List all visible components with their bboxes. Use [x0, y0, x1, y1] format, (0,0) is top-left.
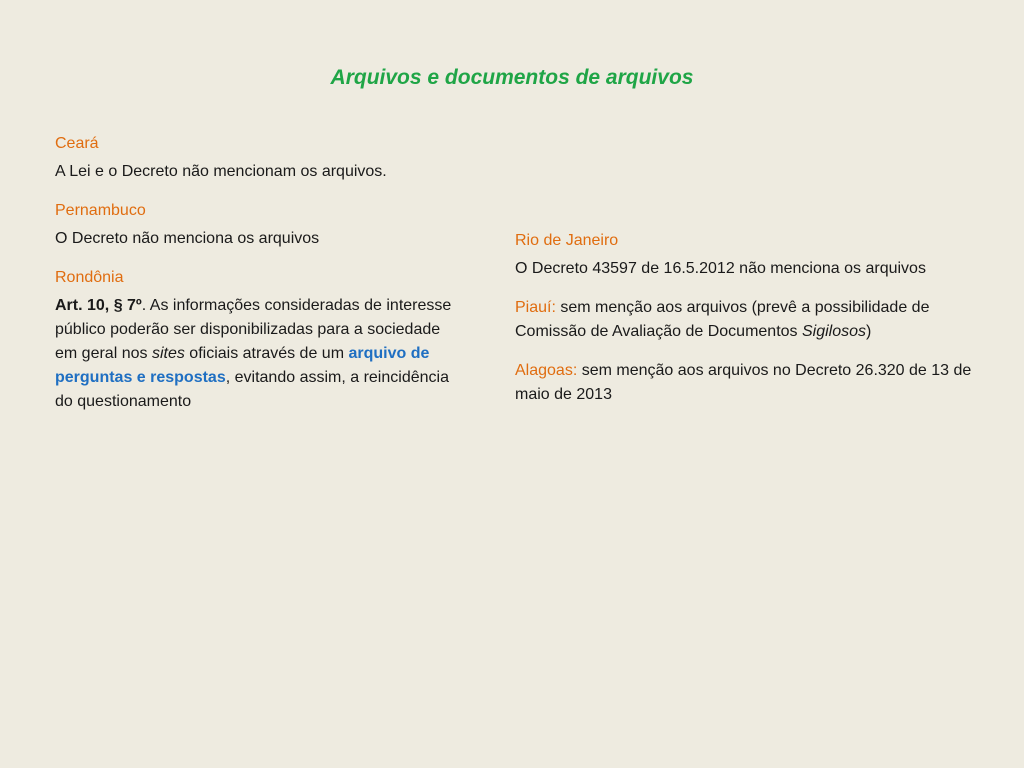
text-piaui [515, 296, 995, 344]
piaui-text-part-2: ) [866, 323, 872, 340]
heading-pernambuco: Pernambuco [55, 202, 146, 219]
slide-title: Arquivos e documentos de arquivos [330, 66, 694, 89]
alagoas-text: sem menção aos arquivos no Decreto 26.320 de 13 de maio de 2013 [515, 362, 972, 403]
section-ceara [55, 132, 455, 184]
piaui-text-part-1: sem menção aos arquivos (prevê a possibilidade de Comissão de Avaliação de Documentos [515, 299, 930, 340]
label-piaui: Piauí: [515, 299, 556, 316]
rondonia-text-part-1: . As informações consideradas de interesse público poderão ser disponibilizadas para a sociedade em geral nos [55, 297, 452, 362]
section-alagoas [515, 359, 995, 407]
text-pernambuco: O Decreto não menciona os arquivos [55, 230, 320, 247]
section-piaui [515, 296, 995, 344]
text-alagoas [515, 359, 995, 407]
left-column [55, 132, 455, 429]
section-rondonia [55, 266, 455, 414]
sites-word: sites [151, 345, 185, 362]
section-rio-de-janeiro [515, 229, 995, 281]
text-rio-de-janeiro: O Decreto 43597 de 16.5.2012 não menciona os arquivos [515, 260, 926, 277]
label-alagoas: Alagoas [515, 362, 573, 379]
section-pernambuco [55, 199, 455, 251]
heading-ceara: Ceará [55, 135, 99, 152]
text-rondonia [55, 294, 455, 414]
rondonia-text-part-3: , evitando assim, a reincidência do questionamento [55, 369, 449, 410]
heading-rio-de-janeiro: Rio de Janeiro [515, 232, 619, 249]
label-alagoas-colon: : [572, 362, 578, 379]
article-reference: Art. 10, § 7º [55, 297, 142, 314]
heading-rondonia: Rondônia [55, 269, 124, 286]
faq-archive-link[interactable]: arquivo de perguntas e respostas [55, 345, 430, 386]
text-ceara: A Lei e o Decreto não mencionam os arquivos. [55, 163, 387, 180]
sigilosos-word: Sigilosos [801, 323, 867, 340]
rondonia-text-part-2: oficiais através de um [184, 345, 349, 362]
right-column [515, 229, 995, 422]
